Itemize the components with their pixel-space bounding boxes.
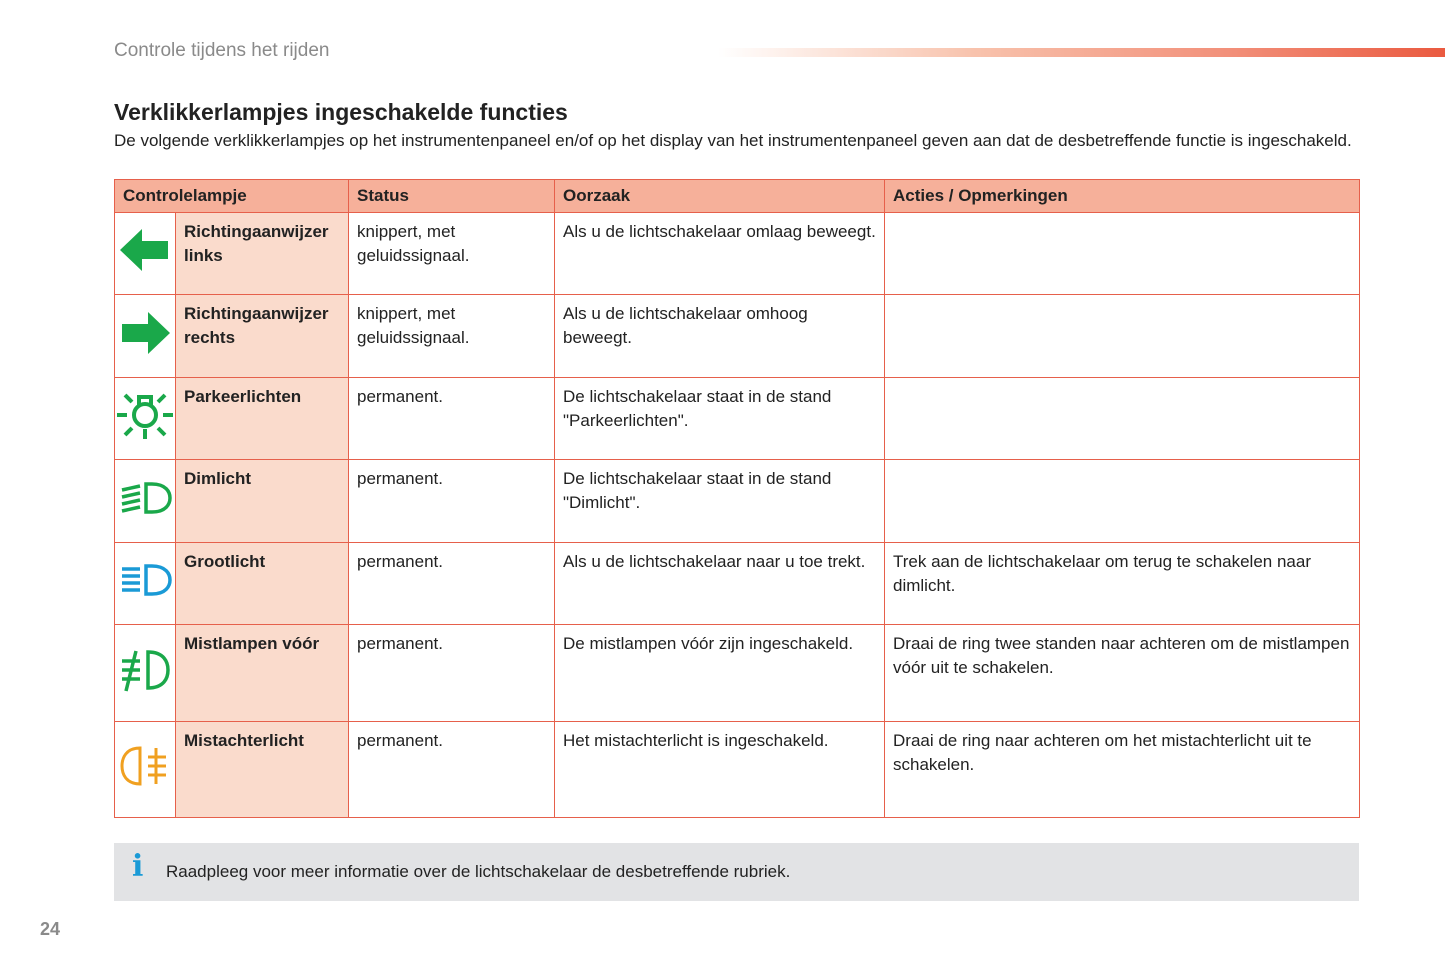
row-name: Mistlampen vóór: [176, 625, 349, 722]
row-action: [885, 378, 1360, 460]
row-status: permanent.: [349, 722, 555, 818]
col-header: Controlelampje: [115, 180, 349, 213]
intro-text: De volgende verklikkerlampjes op het instrumentenpaneel en/of op het display van het instrumentenpaneel geven aan dat de desbetreffende functie is ingeschakeld.: [114, 131, 1352, 150]
rear-fog-icon: [115, 722, 176, 818]
col-header: Status: [349, 180, 555, 213]
row-name: Richtingaanwijzer links: [176, 213, 349, 295]
table-row: [115, 460, 1360, 543]
row-status: permanent.: [349, 543, 555, 625]
dipped-beam-icon: [115, 460, 176, 543]
table-row: [115, 378, 1360, 460]
warning-lights-table: [114, 179, 1360, 818]
row-cause: Als u de lichtschakelaar omlaag beweegt.: [555, 213, 885, 295]
row-action: [885, 460, 1360, 543]
page-number: 24: [40, 919, 61, 939]
row-cause: De lichtschakelaar staat in de stand "Dimlicht".: [555, 460, 885, 543]
row-name: Grootlicht: [176, 543, 349, 625]
info-icon: i: [132, 849, 144, 884]
table-header-row: [115, 180, 1360, 213]
row-status: permanent.: [349, 460, 555, 543]
row-status: knippert, met geluidssignaal.: [349, 213, 555, 295]
row-status: permanent.: [349, 625, 555, 722]
parking-lights-icon: [115, 378, 176, 460]
table-row: [115, 543, 1360, 625]
table-row: [115, 625, 1360, 722]
row-name: Parkeerlichten: [176, 378, 349, 460]
page-title: Verklikkerlampjes ingeschakelde functies: [114, 99, 568, 125]
col-header: Oorzaak: [555, 180, 885, 213]
arrow-right-icon: [115, 295, 176, 378]
row-cause: Als u de lichtschakelaar naar u toe trekt.: [555, 543, 885, 625]
row-cause: Het mistachterlicht is ingeschakeld.: [555, 722, 885, 818]
row-action: Trek aan de lichtschakelaar om terug te schakelen naar dimlicht.: [885, 543, 1360, 625]
row-action: [885, 213, 1360, 295]
row-action: Draai de ring naar achteren om het mistachterlicht uit te schakelen.: [885, 722, 1360, 818]
info-text: Raadpleeg voor meer informatie over de lichtschakelaar de desbetreffende rubriek.: [166, 862, 791, 881]
row-action: Draai de ring twee standen naar achteren om de mistlampen vóór uit te schakelen.: [885, 625, 1360, 722]
row-cause: Als u de lichtschakelaar omhoog beweegt.: [555, 295, 885, 378]
table-row: [115, 213, 1360, 295]
row-name: Dimlicht: [176, 460, 349, 543]
arrow-left-icon: [115, 213, 176, 295]
table-row: [115, 295, 1360, 378]
header-accent-bar: [718, 48, 1445, 57]
col-header: Acties / Opmerkingen: [885, 180, 1360, 213]
section-header: Controle tijdens het rijden: [114, 40, 330, 61]
main-beam-icon: [115, 543, 176, 625]
row-cause: De lichtschakelaar staat in de stand "Parkeerlichten".: [555, 378, 885, 460]
info-box: [114, 843, 1359, 901]
row-status: knippert, met geluidssignaal.: [349, 295, 555, 378]
row-cause: De mistlampen vóór zijn ingeschakeld.: [555, 625, 885, 722]
row-name: Mistachterlicht: [176, 722, 349, 818]
row-name: Richtingaanwijzer rechts: [176, 295, 349, 378]
table-row: [115, 722, 1360, 818]
front-fog-icon: [115, 625, 176, 722]
row-action: [885, 295, 1360, 378]
row-status: permanent.: [349, 378, 555, 460]
